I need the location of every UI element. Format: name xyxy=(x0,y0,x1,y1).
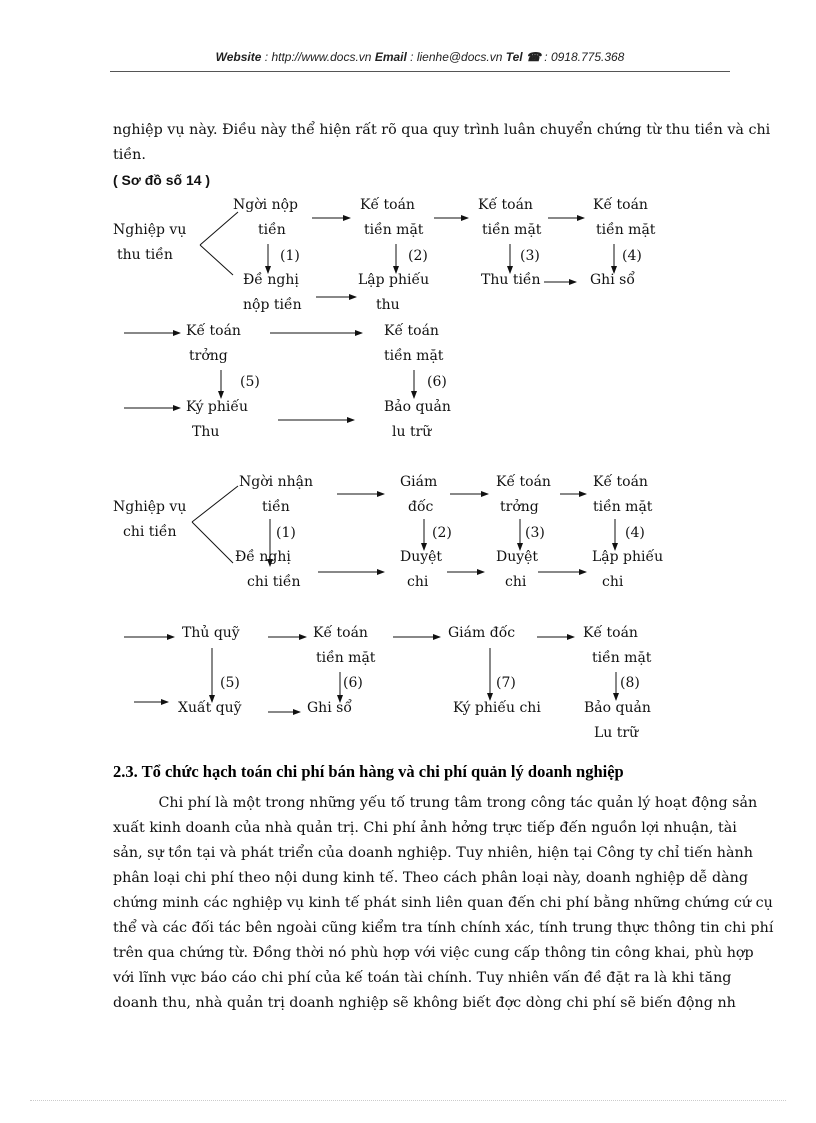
body-paragraph xyxy=(113,791,774,1016)
node-label: Kế toán xyxy=(384,323,439,339)
node-label: chi xyxy=(602,574,624,590)
body-line: với lĩnh vực báo cáo chi phí của kế toán tài chính. Tuy nhiên vấn đề đặt ra là khi tăng xyxy=(113,970,732,986)
intro-line: nghiệp vụ này. Điều này thể hiện rất rõ qua quy trình luân chuyển chứng từ thu tiền và chi xyxy=(113,122,771,138)
node-label: Thủ quỹ xyxy=(182,625,240,641)
node-label: Xuất quỹ xyxy=(178,700,242,716)
node-label: Đề nghị xyxy=(243,272,299,288)
node-label: Nghiệp vụ xyxy=(113,499,187,515)
node-label: trởng xyxy=(189,348,228,364)
step-number: (1) xyxy=(276,525,296,541)
branch-line xyxy=(200,245,233,275)
node-label: đốc xyxy=(408,499,434,515)
node-label: Đề nghị xyxy=(235,549,291,565)
node-label: Kế toán xyxy=(186,323,241,339)
page-bottom-border xyxy=(30,1100,786,1101)
node-label: Lập phiếu xyxy=(592,549,664,565)
node-label: Ngời nộp xyxy=(233,197,298,213)
node-label: thu tiền xyxy=(117,247,173,263)
body-line: phân loại chi phí theo nội dung kinh tế. Theo cách phân loại này, doanh nghiệp dễ dàng xyxy=(113,870,749,886)
node-label: Ngời nhận xyxy=(239,474,313,490)
step-number: (6) xyxy=(427,374,447,390)
body-line: sản, sự tồn tại và phát triển của doanh nghiệp. Tuy nhiên, hiện tại Công ty chỉ tiến hành xyxy=(113,845,753,861)
step-number: (4) xyxy=(622,248,642,264)
node-label: Ghi sổ xyxy=(307,700,352,716)
step-number: (5) xyxy=(220,675,240,691)
node-label: Thu tiền xyxy=(481,272,541,288)
node-label: tiền mặt xyxy=(593,499,653,515)
email-value[interactable]: : lienhe@docs.vn xyxy=(406,50,506,64)
step-number: (8) xyxy=(620,675,640,691)
node-label: Thu xyxy=(192,424,220,440)
body-line: xuất kinh doanh của nhà quản trị. Chi phí ảnh hởng trực tiếp đến nguồn lợi nhuận, tài xyxy=(113,820,737,836)
body-line: Chi phí là một trong những yếu tố trung tâm trong công tác quản lý hoạt động sản xyxy=(113,795,758,811)
intro-line: tiền. xyxy=(113,147,146,163)
body-line: trên qua chứng từ. Đồng thời nó phù hợp với việc cung cấp thông tin công khai, phù hợp xyxy=(113,945,754,961)
website-value[interactable]: : http://www.docs.vn xyxy=(261,50,375,64)
node-label: Lu trữ xyxy=(594,725,639,741)
branch-line xyxy=(192,522,233,563)
node-label: Kế toán xyxy=(593,474,648,490)
node-label: Giám đốc xyxy=(448,625,516,641)
node-label: tiền mặt xyxy=(482,222,542,238)
node-label: chi xyxy=(505,574,527,590)
step-number: (3) xyxy=(525,525,545,541)
step-number: (5) xyxy=(240,374,260,390)
node-label: chi tiền xyxy=(123,524,177,540)
tel-label: Tel ☎ xyxy=(505,50,541,64)
step-number: (2) xyxy=(408,248,428,264)
tel-value: : 0918.775.368 xyxy=(540,50,625,64)
node-label: trởng xyxy=(500,499,539,515)
section-heading: 2.3. Tổ chức hạch toán chi phí bán hàng và chi phí quản lý doanh nghiệp xyxy=(113,762,624,781)
node-label: Nghiệp vụ xyxy=(113,222,187,238)
node-label: tiền mặt xyxy=(596,222,656,238)
diagram-title: ( Sơ đồ số 14 ) xyxy=(113,172,211,188)
node-label: Duyệt xyxy=(496,549,539,565)
node-label: tiền xyxy=(258,222,286,238)
node-label: chi tiền xyxy=(247,574,301,590)
email-label: Email xyxy=(374,50,407,64)
node-label: Giám xyxy=(400,474,438,490)
node-label: Kế toán xyxy=(313,625,368,641)
node-label: lu trữ xyxy=(392,424,432,440)
node-label: Kế toán xyxy=(496,474,551,490)
body-line: chứng minh các nghiệp vụ kinh tế phát sinh liên quan đến chi phí bằng những chứng cứ cụ xyxy=(113,895,773,911)
node-label: Kế toán xyxy=(360,197,415,213)
node-label: tiền xyxy=(262,499,290,515)
step-number: (2) xyxy=(432,525,452,541)
body-line: thể và các đối tác bên ngoài cũng kiểm tra tính chính xác, tính trung thực thông tin chi phí xyxy=(113,920,774,936)
node-label: chi xyxy=(407,574,429,590)
step-number: (7) xyxy=(496,675,516,691)
branch-line xyxy=(200,212,238,245)
node-label: tiền mặt xyxy=(592,650,652,666)
node-label: Ghi sổ xyxy=(590,272,635,288)
step-number: (3) xyxy=(520,248,540,264)
node-label: thu xyxy=(376,297,400,313)
body-line: doanh thu, nhà quản trị doanh nghiệp sẽ không biết đợc dòng chi phí sẽ biến động nh xyxy=(113,995,736,1011)
node-label: Lập phiếu xyxy=(358,272,430,288)
node-label: tiền mặt xyxy=(316,650,376,666)
branch-line xyxy=(192,486,238,522)
node-label: tiền mặt xyxy=(384,348,444,364)
step-number: (4) xyxy=(625,525,645,541)
node-label: Kế toán xyxy=(583,625,638,641)
node-label: Ký phiếu chi xyxy=(453,700,541,716)
step-number: (6) xyxy=(343,675,363,691)
website-label: Website xyxy=(215,50,262,64)
node-label: Kế toán xyxy=(593,197,648,213)
node-label: Duyệt xyxy=(400,549,443,565)
node-label: Bảo quản xyxy=(584,700,651,716)
node-label: nộp tiền xyxy=(243,297,302,313)
node-label: Kế toán xyxy=(478,197,533,213)
step-number: (1) xyxy=(280,248,300,264)
node-label: tiền mặt xyxy=(364,222,424,238)
node-label: Ký phiếu xyxy=(186,399,249,415)
node-label: Bảo quản xyxy=(384,399,451,415)
